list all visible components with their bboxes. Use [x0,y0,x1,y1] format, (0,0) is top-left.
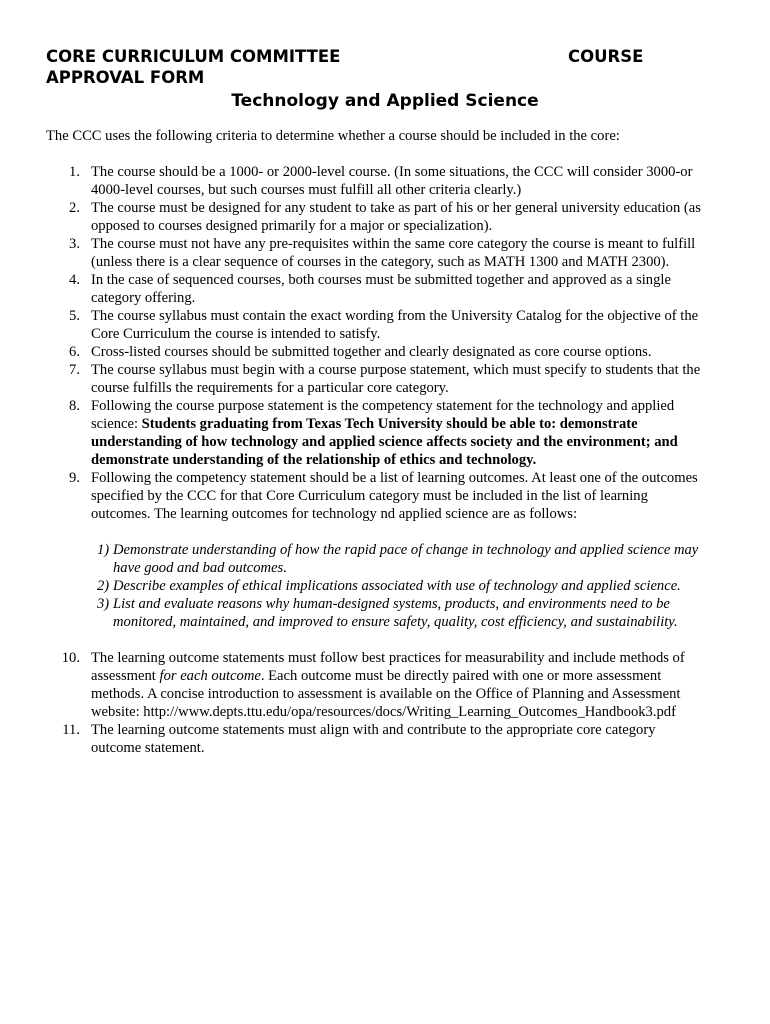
criteria-text: In the case of sequenced courses, both courses must be submitted together and approved as a single category offering. [91,272,671,306]
criteria-number: 5. [69,308,80,324]
criteria-number: 7. [69,362,80,378]
criteria-number: 2. [69,200,80,216]
criteria-text-continued: . Each outcome must be directly paired with one or more assessment methods. A concise introduction to assessment is available on the Office of Planning and Assessment website: http://www.depts.ttu.edu/opa/resources/docs/Writing_Learning_Outcomes_Handbook3.pdf [91,668,681,720]
criteria-number: 3. [69,236,80,252]
criteria-number: 6. [69,344,80,360]
criteria-text: Following the course purpose statement is the competency statement for the technology and applied science: [91,398,675,432]
criteria-item [46,271,708,307]
criteria-text: The course syllabus must begin with a course purpose statement, which must specify to students that the course fulfills the requirements for a particular core category. [91,362,701,396]
criteria-item [46,721,708,757]
intro-paragraph: The CCC uses the following criteria to determine whether a course should be included in the core: [46,128,620,144]
criteria-list [46,163,708,757]
criteria-item [46,199,708,235]
criteria-text: The learning outcome statements must follow best practices for measurability and include methods of assessment [91,650,685,684]
criteria-item [46,361,708,397]
criteria-item [46,163,708,199]
outcome-number: 3) [97,596,110,612]
form-title: CORE CURRICULUM COMMITTEE [46,47,341,66]
form-header [46,46,650,111]
criteria-item [46,649,708,721]
criteria-number: 11. [62,722,80,738]
learning-outcome-item [46,541,708,577]
outcome-number: 1) [97,542,110,558]
criteria-number: 8. [69,398,80,414]
outcome-number: 2) [97,578,110,594]
criteria-item [46,469,708,523]
criteria-item [46,397,708,469]
criteria-number: 4. [69,272,80,288]
criteria-number: 9. [69,470,80,486]
criteria-number: 10. [61,650,80,666]
outcome-text: List and evaluate reasons why human-designed systems, products, and environments need to be monitored, maintained, and improved to ensure safety, quality, cost efficiency, and sustainability. [113,596,678,630]
learning-outcome-item [46,595,708,631]
outcome-text: Describe examples of ethical implications associated with use of technology and applied science. [113,578,681,594]
outcome-text: Demonstrate understanding of how the rapid pace of change in technology and applied science may have good and bad outcomes. [113,542,699,576]
criteria-item [46,307,708,343]
criteria-text: The course syllabus must contain the exact wording from the University Catalog for the objective of the Core Curriculum the course is intended to satisfy. [91,308,699,342]
criteria-number: 1. [69,164,80,180]
criteria-text: The course must not have any pre-requisites within the same core category the course is meant to fulfill (unless there is a clear sequence of courses in the category, such as MATH 1300 and MATH 2300). [91,236,696,270]
criteria-text: The learning outcome statements must align with and contribute to the appropriate core category outcome statement. [91,722,656,756]
criteria-text: Cross-listed courses should be submitted together and clearly designated as core course options. [91,344,652,360]
competency-statement: Students graduating from Texas Tech University should be able to: demonstrate understanding of how technology and applied science affects society and the environment; and demonstrate understanding of the relationship of ethics and technology. [91,416,678,468]
form-title-line2: APPROVAL FORM [46,68,205,87]
learning-outcomes-list [46,541,708,631]
criteria-item [46,235,708,271]
form-title-course: COURSE [568,47,644,66]
criteria-text: Following the competency statement should be a list of learning outcomes. At least one of the outcomes specified by the CCC for that Core Curriculum category must be included in the list of learning outcomes. The learning outcomes for technology nd applied science are as follows: [91,470,698,522]
form-subtitle: Technology and Applied Science [231,91,539,111]
criteria-item [46,343,708,361]
criteria-text: The course should be a 1000- or 2000-level course. (In some situations, the CCC will consider 3000-or 4000-level courses, but such courses must fulfill all other criteria clearly.) [91,164,693,198]
learning-outcome-item [46,577,708,595]
criteria-emphasis: for each outcome [159,668,261,684]
criteria-text: The course must be designed for any student to take as part of his or her general university education (as opposed to courses designed primarily for a major or specialization). [91,200,701,234]
